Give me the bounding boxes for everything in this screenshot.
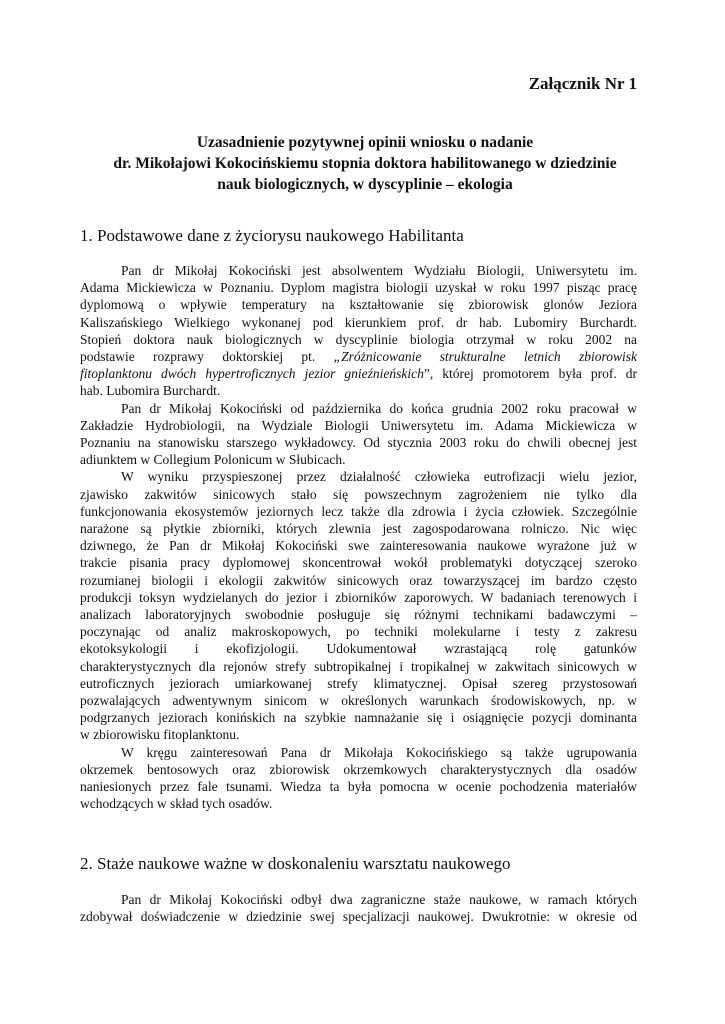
text-line: ekotoksykologii i ekofizjologii. Udokumentował wzrastającą rolę gatunków <box>80 641 637 657</box>
text-line: w zbiorowisku fitoplanktonu. <box>80 727 240 743</box>
paragraph-research <box>80 468 637 743</box>
section-1-body <box>80 262 637 813</box>
text-fragment: ”, której promotorem była prof. dr <box>423 366 637 382</box>
text-line: Pan dr Mikołaj Kokociński jest absolwentem Wydziału Biologii, Uniwersytetu im. <box>121 263 637 278</box>
text-line: zjawisko zakwitów sinicowych stało się powszechnym zagrożeniem nie tylko dla <box>80 486 637 502</box>
text-line: W kręgu zainteresowań Pana dr Mikołaja Kokocińskiego są także ugrupowania <box>121 744 637 760</box>
text-line: analizach laboratoryjnych swobodnie posługuje się różnymi technikami badawczymi – <box>80 607 637 623</box>
section-2-heading: 2. Staże naukowe ważne w doskonaleniu warsztatu naukowego <box>80 854 511 873</box>
title-line: Uzasadnienie pozytywnej opinii wniosku o nadanie <box>196 134 534 151</box>
text-fragment: podstawie rozprawy doktorskiej pt. <box>80 349 334 365</box>
title-line: nauk biologicznych, w dyscyplinie – ekologia <box>217 176 513 193</box>
paragraph-education <box>80 262 637 400</box>
text-line: rozumianej biologii i ekologii zakwitów sinicowych oraz towarzyszącej im bardzo często <box>80 572 637 588</box>
section-1-heading: 1. Podstawowe dane z życiorysu naukowego Habilitanta <box>80 226 464 245</box>
text-line: zdobywał doświadczenie w dziedzinie swej specjalizacji naukowej. Dwukrotnie: w okresie od <box>80 909 637 925</box>
text-line: trakcie pisania pracy dyplomowej skoncentrował wokół problematyki dotyczącej szeroko <box>80 555 637 571</box>
text-line: Adama Mickiewicza w Poznaniu. Dyplom magistra biologii uzyskał w roku 1997 pisząc pracę <box>80 280 637 296</box>
text-line <box>80 348 637 365</box>
paragraph-internships <box>80 891 637 925</box>
paragraph-diatoms <box>80 744 637 813</box>
text-line: Poznaniu na stanowisku starszego wykładowcy. Od stycznia 2003 roku do chwili obecnej jest <box>80 435 637 451</box>
annex-label: Załącznik Nr 1 <box>528 74 637 93</box>
text-line: podgrzanych jeziorach konińskich na szybkie namnażanie się i osiągnięcie pozycji dominanta <box>80 710 637 726</box>
text-line: Stopień doktora nauk biologicznych w dyscyplinie biologia otrzymał w roku 2002 na <box>80 331 637 347</box>
text-line: eutroficznych jeziorach umiarkowanej strefy klimatycznej. Opisał szereg przystosowań <box>80 675 637 691</box>
text-line: poczynając od analiz makroskopowych, po techniki molekularne i testy z zakresu <box>80 624 637 640</box>
thesis-title-part: fitoplanktonu dwóch hypertroficznych jezior gnieźnieńskich <box>80 366 424 382</box>
text-line <box>80 365 637 382</box>
text-line: wchodzących w skład tych osadów. <box>80 796 273 812</box>
text-line: produkcji toksyn wydzielanych do jezior i zbiorników zaporowych. W badaniach terenowych i <box>80 589 637 605</box>
text-line: adiunktem w Collegium Polonicum w Słubicach. <box>80 452 346 468</box>
text-line: Zakładzie Hydrobiologii, na Wydziale Biologii Uniwersytetu im. Adama Mickiewicza w <box>80 417 637 433</box>
text-line: dziwnego, że Pan dr Mikołaj Kokociński swe zainteresowania naukowe wyrażone już w <box>80 538 637 554</box>
text-line: Pan dr Mikołaj Kokociński od października do końca grudnia 2002 roku pracował w <box>121 400 637 416</box>
thesis-title-part: „Zróżnicowanie strukturalne letnich zbiorowisk <box>333 349 637 365</box>
text-line: pozwalających adwentywnym sinicom w określonych warunkach środowiskowych, np. w <box>80 693 637 709</box>
document-title <box>80 132 650 195</box>
text-line: funkcjonowania ekosystemów jeziornych lecz także dla zdrowia i życia człowiek. Szczególnie <box>80 503 637 519</box>
paragraph-employment <box>80 400 637 469</box>
text-line: W wyniku przyspieszonej przez działalność człowieka eutrofizacji wielu jezior, <box>121 469 637 485</box>
text-line: Kaliszańskiego Wielkiego wykonanej pod kierunkiem prof. dr hab. Lubomiry Burchardt. <box>80 314 637 330</box>
text-line: hab. Lubomira Burchardt. <box>80 383 221 399</box>
text-line: narażone są płytkie zbiorniki, których zlewnia jest zagospodarowana rolniczo. Nic więc <box>80 521 637 537</box>
text-line: dyplomową o wpływie temperatury na kształtowanie się zbiorowisk glonów Jeziora <box>80 297 637 313</box>
text-line: Pan dr Mikołaj Kokociński odbył dwa zagraniczne staże naukowe, w ramach których <box>121 892 637 907</box>
text-line: okrzemek bentosowych oraz zbiorowisk okrzemkowych charakterystycznych dla osadów <box>80 761 637 777</box>
text-line: naniesionych przez fale tsunami. Wiedza ta była pomocna w ocenie pochodzenia materiałów <box>80 779 637 795</box>
title-line: dr. Mikołajowi Kokocińskiemu stopnia doktora habilitowanego w dziedzinie <box>113 155 617 172</box>
text-line: charakterystycznych dla rejonów strefy subtropikalnej i tropikalnej w zakwitach sinicowych w <box>80 658 637 674</box>
section-2-body <box>80 891 637 925</box>
